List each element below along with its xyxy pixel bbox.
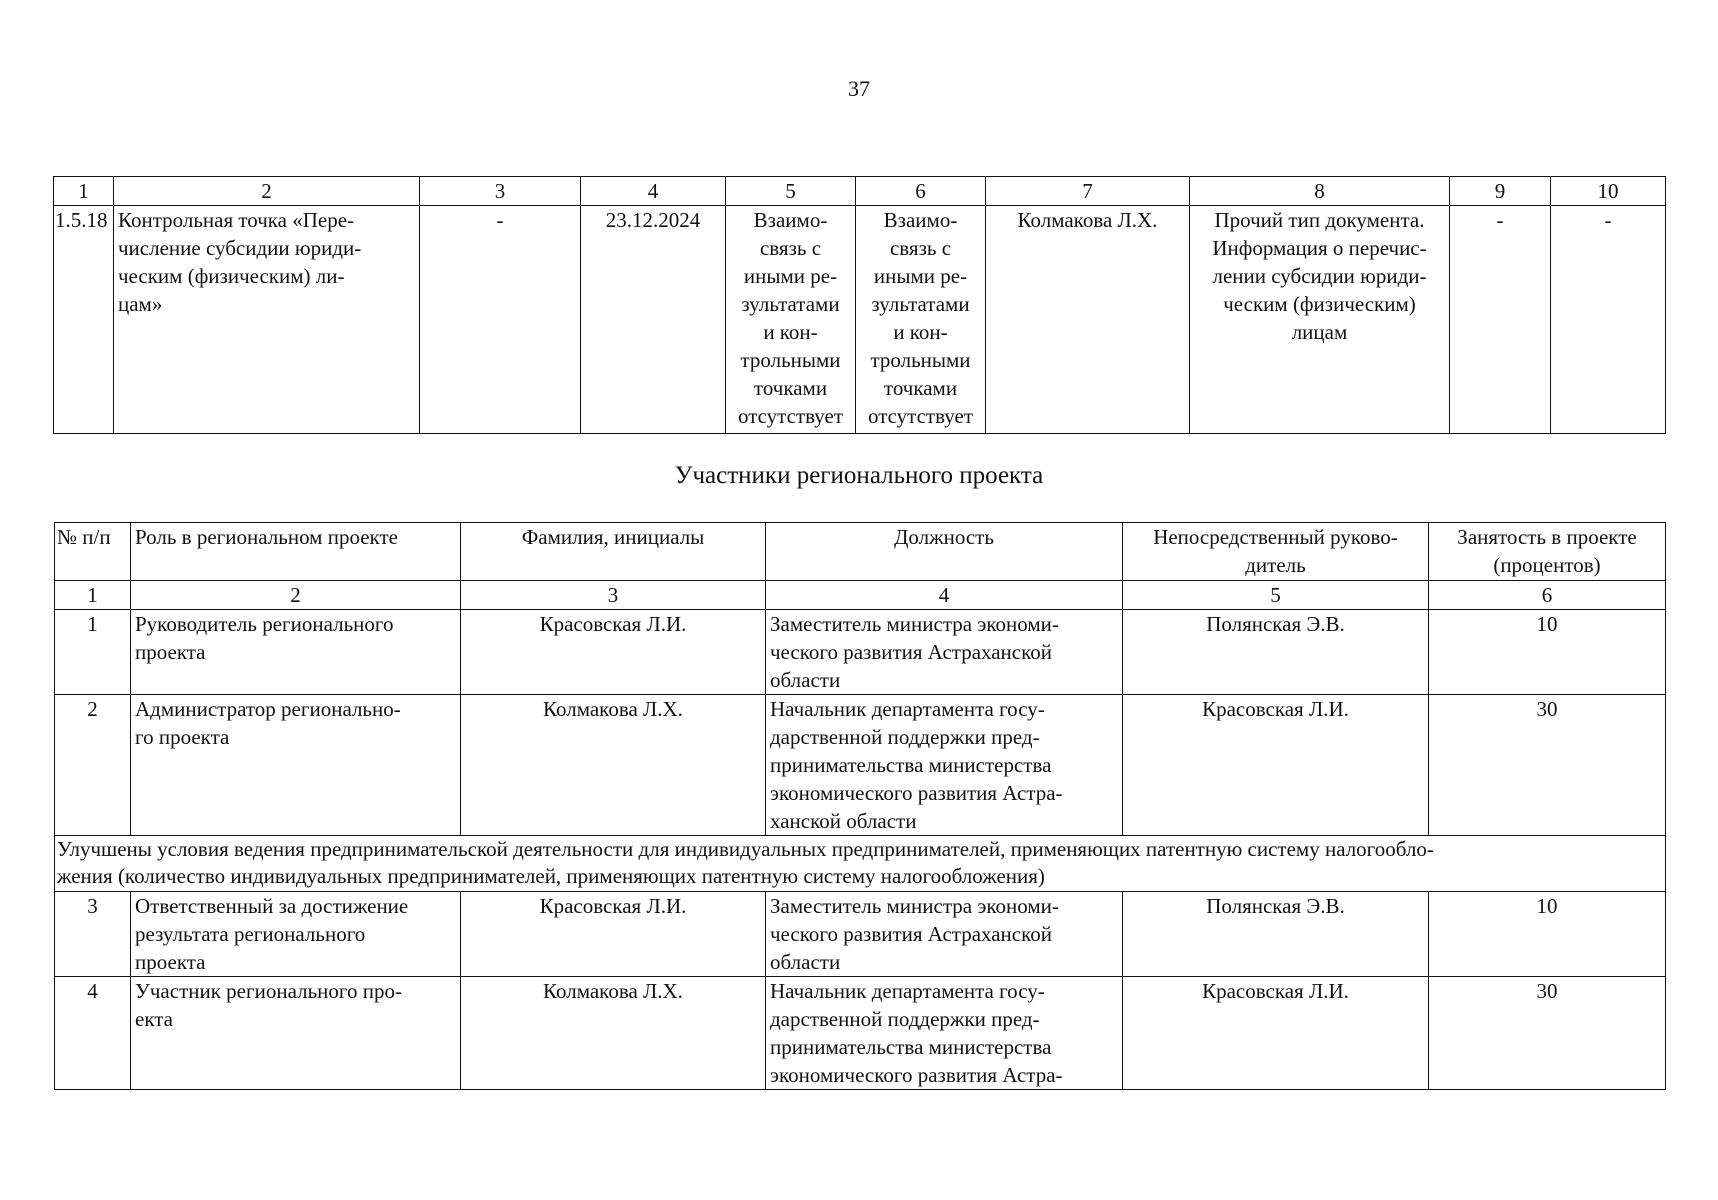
table1-header-cell: 1 <box>54 177 114 206</box>
participant-position: Начальник департамента госу- дарственной поддержки пред- принимательства министерства экономического развития Астра- <box>766 977 1123 1090</box>
header-number: № п/п <box>55 523 131 581</box>
column-number: 3 <box>461 581 766 610</box>
participant-position: Начальник департамента госу- дарственной поддержки пред- принимательства министерства экономического развития Астра- ханской области <box>766 695 1123 836</box>
column-number: 6 <box>1429 581 1666 610</box>
header-supervisor: Непосредственный руково- дитель <box>1123 523 1429 581</box>
participant-supervisor: Красовская Л.И. <box>1123 695 1429 836</box>
participant-supervisor: Полянская Э.В. <box>1123 892 1429 977</box>
participant-workload: 10 <box>1429 610 1666 695</box>
cell-dash: - <box>1551 206 1666 434</box>
section-title: Участники регионального проекта <box>674 462 1044 489</box>
document-type: Прочий тип документа. Информация о перечис- лении субсидии юриди- ческим (физическим) лицам <box>1190 206 1450 434</box>
participant-role: Участник регионального про- екта <box>131 977 461 1090</box>
table1-header-cell: 10 <box>1551 177 1666 206</box>
participant-number: 1 <box>55 610 131 695</box>
participant-role: Ответственный за достижение результата регионального проекта <box>131 892 461 977</box>
table-row <box>55 695 1666 836</box>
column-number: 5 <box>1123 581 1429 610</box>
table1-header-cell: 3 <box>420 177 581 206</box>
table1-header-cell: 6 <box>856 177 986 206</box>
participant-role: Администратор регионально- го проекта <box>131 695 461 836</box>
participant-workload: 30 <box>1429 695 1666 836</box>
participant-role: Руководитель регионального проекта <box>131 610 461 695</box>
cell-dash: - <box>420 206 581 434</box>
participant-workload: 10 <box>1429 892 1666 977</box>
table2-header-row <box>55 523 1666 581</box>
table1-header-cell: 8 <box>1190 177 1450 206</box>
result-description: Улучшены условия ведения предпринимательской деятельности для индивидуальных предпринимателей, применяющих патентную систему налогообло- жения (количество индивидуальных предпринимателей, применяющих патентную систему налогообложения) <box>55 836 1666 892</box>
column-number: 2 <box>131 581 461 610</box>
table1-header-cell: 7 <box>986 177 1190 206</box>
participant-workload: 30 <box>1429 977 1666 1090</box>
header-role: Роль в региональном проекте <box>131 523 461 581</box>
cell-dash: - <box>1450 206 1551 434</box>
participant-position: Заместитель министра экономи- ческого развития Астраханской области <box>766 892 1123 977</box>
control-point-date: 23.12.2024 <box>581 206 726 434</box>
table1-header-row <box>54 177 1666 206</box>
table-row <box>55 892 1666 977</box>
table1-header-cell: 4 <box>581 177 726 206</box>
participant-number: 2 <box>55 695 131 836</box>
participant-supervisor: Полянская Э.В. <box>1123 610 1429 695</box>
page-number: 37 <box>848 76 870 101</box>
responsible-person: Колмакова Л.Х. <box>986 206 1190 434</box>
relation-cell: Взаимо- связь с иными ре- зультатами и кон- трольными точками отсутствует <box>856 206 986 434</box>
participant-supervisor: Красовская Л.И. <box>1123 977 1429 1090</box>
table-row <box>55 610 1666 695</box>
control-point-name: Контрольная точка «Пере- числение субсидии юриди- ческим (физическим) ли- цам» <box>114 206 420 434</box>
participant-name: Красовская Л.И. <box>461 892 766 977</box>
table2-number-row <box>55 581 1666 610</box>
header-name: Фамилия, инициалы <box>461 523 766 581</box>
table1-header-cell: 9 <box>1450 177 1551 206</box>
table-row <box>55 977 1666 1090</box>
column-number: 1 <box>55 581 131 610</box>
header-workload: Занятость в проекте (процентов) <box>1429 523 1666 581</box>
table1-header-cell: 2 <box>114 177 420 206</box>
relation-cell: Взаимо- связь с иными ре- зультатами и кон- трольными точками отсутствует <box>726 206 856 434</box>
participants-table <box>54 522 1666 1090</box>
participant-position: Заместитель министра экономи- ческого развития Астраханской области <box>766 610 1123 695</box>
participant-number: 3 <box>55 892 131 977</box>
header-position: Должность <box>766 523 1123 581</box>
table1-header-cell: 5 <box>726 177 856 206</box>
result-span-row <box>55 836 1666 892</box>
participant-name: Колмакова Л.Х. <box>461 695 766 836</box>
row-number: 1.5.18 <box>54 206 114 434</box>
table1-data-row <box>54 206 1666 434</box>
participant-name: Красовская Л.И. <box>461 610 766 695</box>
column-number: 4 <box>766 581 1123 610</box>
control-point-table <box>53 176 1666 434</box>
participant-number: 4 <box>55 977 131 1090</box>
participant-name: Колмакова Л.Х. <box>461 977 766 1090</box>
